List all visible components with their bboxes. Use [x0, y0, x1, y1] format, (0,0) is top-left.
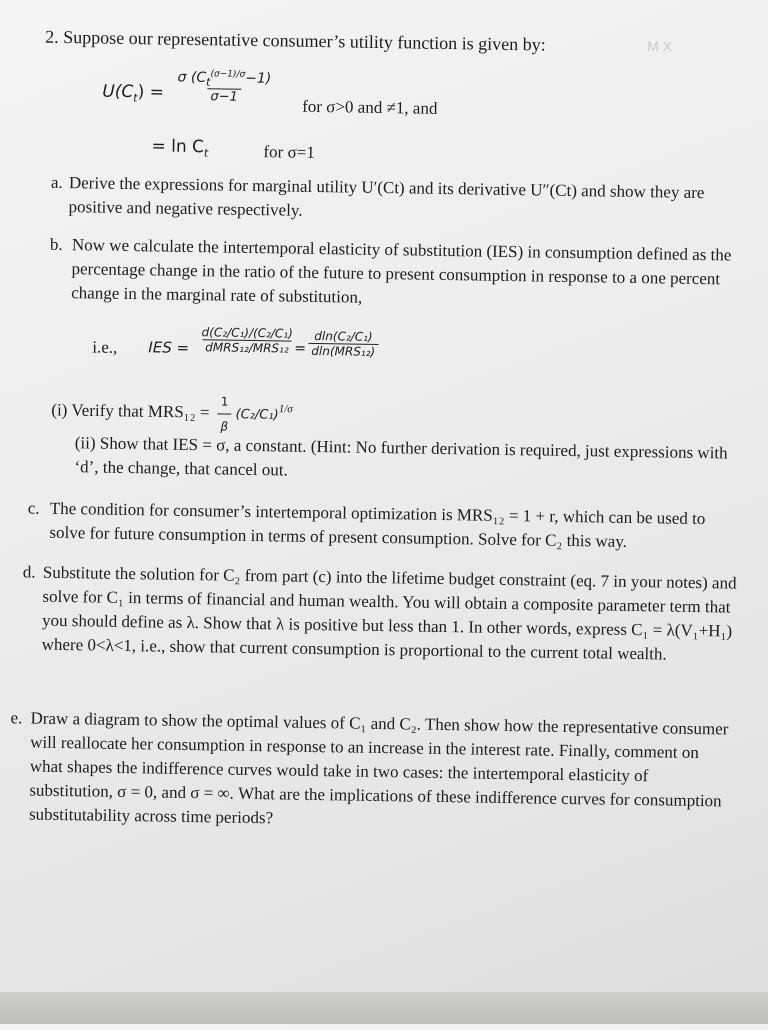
part-d-text: Substitute the solution for C₂ from part (c) into the lifetime budget constraint (eq. 7 in your notes) and solve for C₁ in terms of financial and human wealth. You will obtain a composite parameter term that you should define as λ. Show that λ is positive but less than 1. In other words, express C₁ = λ(V₁+H₁) where 0<λ<1, i.e., show that current consumption is proportional to the current total wealth. [41, 562, 737, 664]
part-b-label: b. [49, 234, 63, 254]
ies-label: IES = [148, 338, 190, 357]
ies-fraction-2: $\frac{\text{dln(C₂/C₁)}}{\text{dln(MRS₁₂)}}$ [308, 329, 378, 359]
utility-fraction: $\frac{\sigma (C_t^{(\sigma-1)/\sigma}-1)}{\sigma-1}$ [177, 69, 272, 106]
part-c-label: c. [27, 498, 40, 518]
ie-label: i.e., [92, 337, 118, 357]
part-c-text: The condition for consumer’s intertemporal optimization is MRS₁₂ = 1 + r, which can be used to solve for future consumption in terms of present consumption. Solve for C₂ this way. [49, 498, 706, 551]
part-e-label: e. [10, 708, 23, 728]
part-d-label: d. [22, 562, 36, 582]
part-b-ii: (ii) Show that IES = σ, a constant. (Hint: No further derivation is required, just expressions with ‘d’, the change, that cancel out. [74, 433, 728, 480]
utility-condition-2: for σ=1 [263, 142, 315, 162]
part-a-label: a. [50, 172, 63, 192]
part-e-text: Draw a diagram to show the optimal values of C₁ and C₂. Then show how the representative consumer will reallocate her consumption in response to an increase in the interest rate. Finally, comment on what shapes the indifference curves would take in two cases: the intertemporal elasticity of substitution, σ = 0, and σ = ∞. What are the implications of these indifference curves for consumption substitutability across time periods? [28, 708, 729, 828]
desk-edge [0, 992, 768, 1024]
utility-log-case: = $\ln C_t$ [151, 136, 209, 160]
utility-condition-1: for σ>0 and ≠1, and [302, 96, 438, 118]
part-b-text: Now we calculate the intertemporal elasticity of substitution (IES) in consumption defined as the percentage change in the ratio of the future to present consumption in response to a one percent change in the marginal rate of substitution, [71, 235, 732, 307]
faint-watermark: M X [647, 38, 673, 55]
utility-lhs: $U(C_t)$ = [102, 81, 165, 105]
question-intro: 2. Suppose our representative consumer’s utility function is given by: [45, 26, 546, 55]
ies-equals: = [294, 340, 307, 357]
part-a-text: Derive the expressions for marginal utility U′(Ct) and its derivative U″(Ct) and show they are positive and negative respectively. [68, 173, 705, 220]
part-b-i: (i) Verify that MRS₁₂ = $\frac{1}{\beta}$ $(C_2/C_1)^{1/\sigma}$ [51, 387, 293, 440]
ies-fraction-1: $\frac{\text{d(C₂/C₁)/(C₂/C₁)}}{\text{dMRS₁₂/MRS₁₂}}$ [201, 325, 293, 356]
